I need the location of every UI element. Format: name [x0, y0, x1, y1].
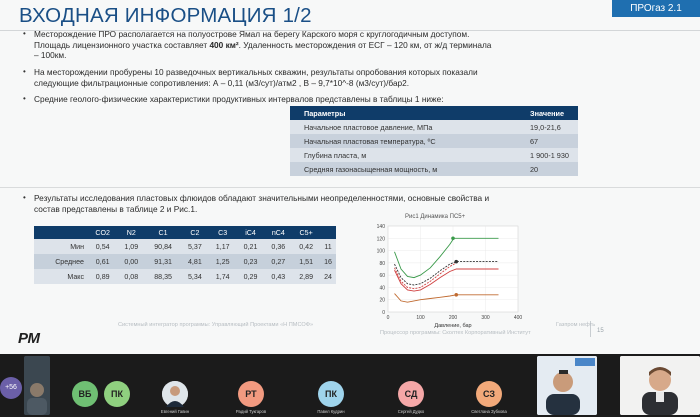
y-tick-label: 120 — [376, 236, 385, 243]
table-header-cell: C1 — [145, 226, 181, 239]
row-label: Мин — [34, 239, 88, 254]
y-tick-label: 0 — [382, 310, 385, 316]
table-cell: Начальная пластовая температура, ºС — [290, 134, 516, 148]
person-silhouette-icon — [24, 356, 50, 415]
y-tick-label: 140 — [376, 224, 385, 230]
participant-avatar[interactable]: ПК — [318, 381, 344, 407]
speaker-video-tile[interactable] — [537, 356, 597, 415]
bullet-dot-icon: • — [23, 29, 26, 38]
table-cell: 0,36 — [264, 239, 292, 254]
footer-partner: Газпром нефть — [556, 322, 596, 328]
bullet-wells: • На месторождении пробурены 10 разведочных вертикальных скважин, результаты опробования которых показали следующие фильтрационные сопротивления: А – 0,11 (м3/сут)/атм2 , В – 9,7*10^-8 (м3/сут)/бар2. — [23, 67, 478, 88]
y-tick-label: 80 — [379, 260, 385, 267]
table-header-cell: nC4 — [264, 226, 292, 239]
table-cell: 90,84 — [145, 239, 181, 254]
parameters-table — [290, 106, 578, 176]
table-cell: 91,31 — [145, 254, 181, 269]
license-area-value: 400 км² — [209, 39, 239, 50]
participant-avatar[interactable]: ВБ — [72, 381, 98, 407]
bullet-dot-icon: • — [23, 94, 26, 103]
participant-name: Радий Тукгаров — [235, 409, 267, 414]
participant-avatar[interactable] — [162, 381, 188, 407]
y-tick-label: 40 — [379, 285, 385, 292]
y-tick-label: 20 — [379, 297, 385, 304]
table-cell: 19,0-21,6 — [516, 120, 578, 134]
table-row — [290, 120, 578, 134]
composition-table-body — [34, 239, 336, 284]
bullet-dot-icon: • — [23, 193, 26, 202]
table-cell: 0,08 — [117, 269, 145, 284]
table-cell: 16 — [320, 254, 336, 269]
table-header-cell: C3 — [209, 226, 237, 239]
table-header-cell: Параметры — [290, 106, 516, 120]
table-cell: 20 — [516, 162, 578, 176]
table-header-row — [34, 226, 336, 239]
table-header-cell — [34, 226, 88, 239]
table-row — [34, 239, 336, 254]
participant-name: Павел Кудрин — [317, 409, 345, 414]
bullet-location: • Месторождение ПРО располагается на полуострове Ямал на берегу Карского моря с круглогодичным доступом. Площадь лицензионного участка составляет 400 км². Удаленность месторождения от ЕСГ – 120 км, от ж/д терминала – 100км. — [23, 29, 492, 60]
table-cell: 11 — [320, 239, 336, 254]
table-cell: Средняя газонасыщенная мощность, м — [290, 162, 516, 176]
table-cell: 4,81 — [181, 254, 209, 269]
table-row — [34, 254, 336, 269]
x-tick-label: 400 — [513, 315, 523, 321]
pm-logo: РМ — [18, 330, 40, 347]
row-label: Среднее — [34, 254, 88, 269]
table-cell: 0,23 — [237, 254, 265, 269]
table-cell: Глубина пласта, м — [290, 148, 516, 162]
table-header-cell: CO2 — [88, 226, 117, 239]
table-cell: 2,89 — [292, 269, 320, 284]
person-video-icon — [537, 356, 597, 415]
table-header-cell: Значение — [516, 106, 578, 120]
table-cell: 0,21 — [237, 239, 265, 254]
chart-title: Рис1 Динамика ПС5+ — [405, 214, 466, 220]
table-cell: 0,42 — [292, 239, 320, 254]
composition-table — [34, 226, 336, 284]
table-cell: 5,34 — [181, 269, 209, 284]
table-cell: 1,09 — [117, 239, 145, 254]
series-marker — [454, 260, 458, 264]
series-marker — [451, 236, 455, 240]
x-axis-label: Давление, бар — [434, 323, 472, 329]
brand-badge: ПРОгаз 2.1 — [612, 0, 700, 17]
series-marker — [454, 293, 458, 297]
footer-processor: Процессор программы: Сколтех Корпоративный Институт — [380, 330, 531, 336]
bullet-dot-icon: • — [23, 67, 26, 76]
bullet-geo: • Средние геолого-физические характеристики продуктивных интервалов представлены в таблицы 1 ниже: — [23, 94, 444, 104]
x-tick-label: 100 — [416, 315, 425, 321]
table-cell: 0,54 — [88, 239, 117, 254]
table-cell: 0,61 — [88, 254, 117, 269]
participant-avatar[interactable]: СЗ — [476, 381, 502, 407]
table-header-row — [290, 106, 578, 120]
x-tick-label: 300 — [481, 315, 490, 321]
participant-avatar[interactable]: СД — [398, 381, 424, 407]
table-cell: 1,25 — [209, 254, 237, 269]
footer-integrator: Системный интегратор программы: Управляющий Проектами «Н ПМСОФ» — [118, 322, 314, 328]
speaker-video-tile-2[interactable] — [620, 356, 700, 415]
table-cell: 24 — [320, 269, 336, 284]
y-tick-label: 60 — [379, 273, 385, 280]
table-header-cell: C5+ — [292, 226, 320, 239]
y-tick-label: 100 — [376, 248, 385, 255]
x-tick-label: 200 — [448, 315, 458, 321]
person-video-icon — [620, 356, 700, 415]
table-cell: 0,89 — [88, 269, 117, 284]
table-cell: 1 900-1 930 — [516, 148, 578, 162]
table-cell: 5,37 — [181, 239, 209, 254]
table-cell: 88,35 — [145, 269, 181, 284]
participant-name: Евгений Гавин — [160, 409, 190, 414]
table-row — [290, 162, 578, 176]
table-row — [34, 269, 336, 284]
pc5-dynamics-chart — [368, 212, 528, 332]
more-participants-button[interactable]: +56 — [0, 377, 22, 399]
table-cell: 0,43 — [264, 269, 292, 284]
section-divider — [0, 187, 700, 188]
table-cell: 1,51 — [292, 254, 320, 269]
table-cell: 0,27 — [264, 254, 292, 269]
table-row — [290, 134, 578, 148]
table-header-cell — [320, 226, 336, 239]
table-cell: 1,74 — [209, 269, 237, 284]
table-header-cell: iC4 — [237, 226, 265, 239]
table-cell: 0,00 — [117, 254, 145, 269]
page-number: 15 — [597, 328, 604, 334]
table-cell: 0,29 — [237, 269, 265, 284]
participant-video-tile[interactable] — [24, 356, 50, 415]
table-cell: Начальное пластовое давление, МПа — [290, 120, 516, 134]
participant-name: Светлана Зубкова — [471, 409, 507, 414]
bullet-fluids: • Результаты исследования пластовых флюидов обладают значительными неопределенностями, основные свойства и состав представлены в таблице 2 и Рис.1. — [23, 193, 490, 214]
participant-avatar[interactable]: ПК — [104, 381, 130, 407]
participant-name: Сергей Дудко — [397, 409, 425, 414]
table-cell: 67 — [516, 134, 578, 148]
table-row — [290, 148, 578, 162]
table-cell: 1,17 — [209, 239, 237, 254]
table-header-cell: C2 — [181, 226, 209, 239]
slide-title: ВХОДНАЯ ИНФОРМАЦИЯ 1/2 — [19, 4, 312, 27]
x-tick-label: 0 — [386, 315, 390, 321]
table-header-cell: N2 — [117, 226, 145, 239]
person-photo-icon — [162, 381, 188, 407]
row-label: Макс — [34, 269, 88, 284]
participant-avatar[interactable]: РТ — [238, 381, 264, 407]
